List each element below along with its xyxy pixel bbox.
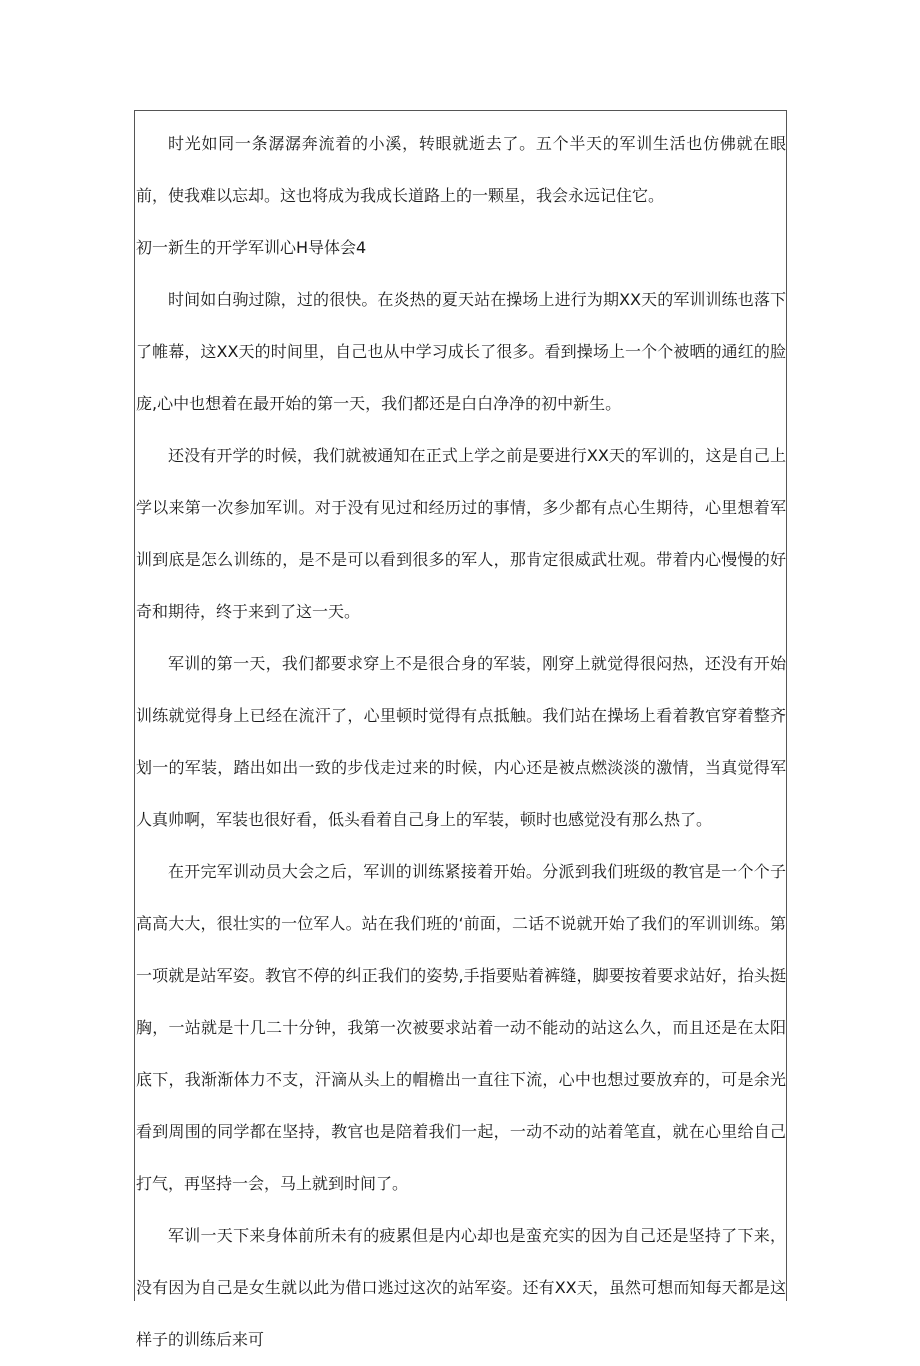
section-heading: 初一新生的开学军训心H导体会4 xyxy=(136,238,367,257)
paragraph-standing-posture: 在开完军训动员大会之后，军训的训练紧接着开始。分派到我们班级的教官是一个个子高高大大，很壮实的一位军人。站在我们班的‘前面，二话不说就开始了我们的军训训练。第一项就是站军姿。教官不停的纠正我们的姿势,手指要贴着裤缝，脚要按着要求站好，抬头挺胸，一站就是十几二十分钟，我第一次被要求站着一动不能动的站这么久，而且还是在太阳底下，我渐渐体力不支，汗滴从头上的帽檐出一直往下流，心中也想过要放弃的，可是余光看到周围的同学都在坚持，教官也是陪着我们一起，一动不动的站着笔直，就在心里给自己打气，再坚持一会，马上就到时间了。 xyxy=(136,862,786,1193)
paragraph-day-end: 军训一天下来身体前所未有的疲累但是内心却也是蛮充实的因为自己还是坚持了下来，没有因为自己是女生就以此为借口逃过这次的站军姿。还有XX天，虽然可想而知每天都是这样子的训练后来可 xyxy=(136,1226,786,1349)
paragraph-before-school: 还没有开学的时候，我们就被通知在正式上学之前是要进行XX天的军训的，这是自己上学以来第一次参加军训。对于没有见过和经历过的事情，多少都有点心生期待，心里想着军训到底是怎么训练的，是不是可以看到很多的军人，那肯定很威武壮观。带着内心慢慢的好奇和期待，终于来到了这一天。 xyxy=(136,446,786,621)
paragraph-first-day: 军训的第一天，我们都要求穿上不是很合身的军装，刚穿上就觉得很闷热，还没有开始训练就觉得身上已经在流汗了，心里顿时觉得有点抵触。我们站在操场上看着教官穿着整齐划一的军装，踏出如出一致的步伐走过来的时候，内心还是被点燃淡淡的激情，当真觉得军人真帅啊，军装也很好看，低头看着自己身上的军装，顿时也感觉没有那么热了。 xyxy=(136,654,786,829)
paragraph-intro-ending: 时光如同一条潺潺奔流着的小溪，转眼就逝去了。五个半天的军训生活也仿佛就在眼前，使我难以忘却。这也将成为我成长道路上的一颗星，我会永远记住它。 xyxy=(136,134,786,205)
document-body xyxy=(136,118,786,1366)
paragraph-time-flies: 时间如白驹过隙，过的很快。在炎热的夏天站在操场上进行为期XX天的军训训练也落下了帷幕，这XX天的时间里，自己也从中学习成长了很多。看到操场上一个个被晒的通红的脸庞,心中也想着在最开始的第一天，我们都还是白白净净的初中新生。 xyxy=(136,290,786,413)
